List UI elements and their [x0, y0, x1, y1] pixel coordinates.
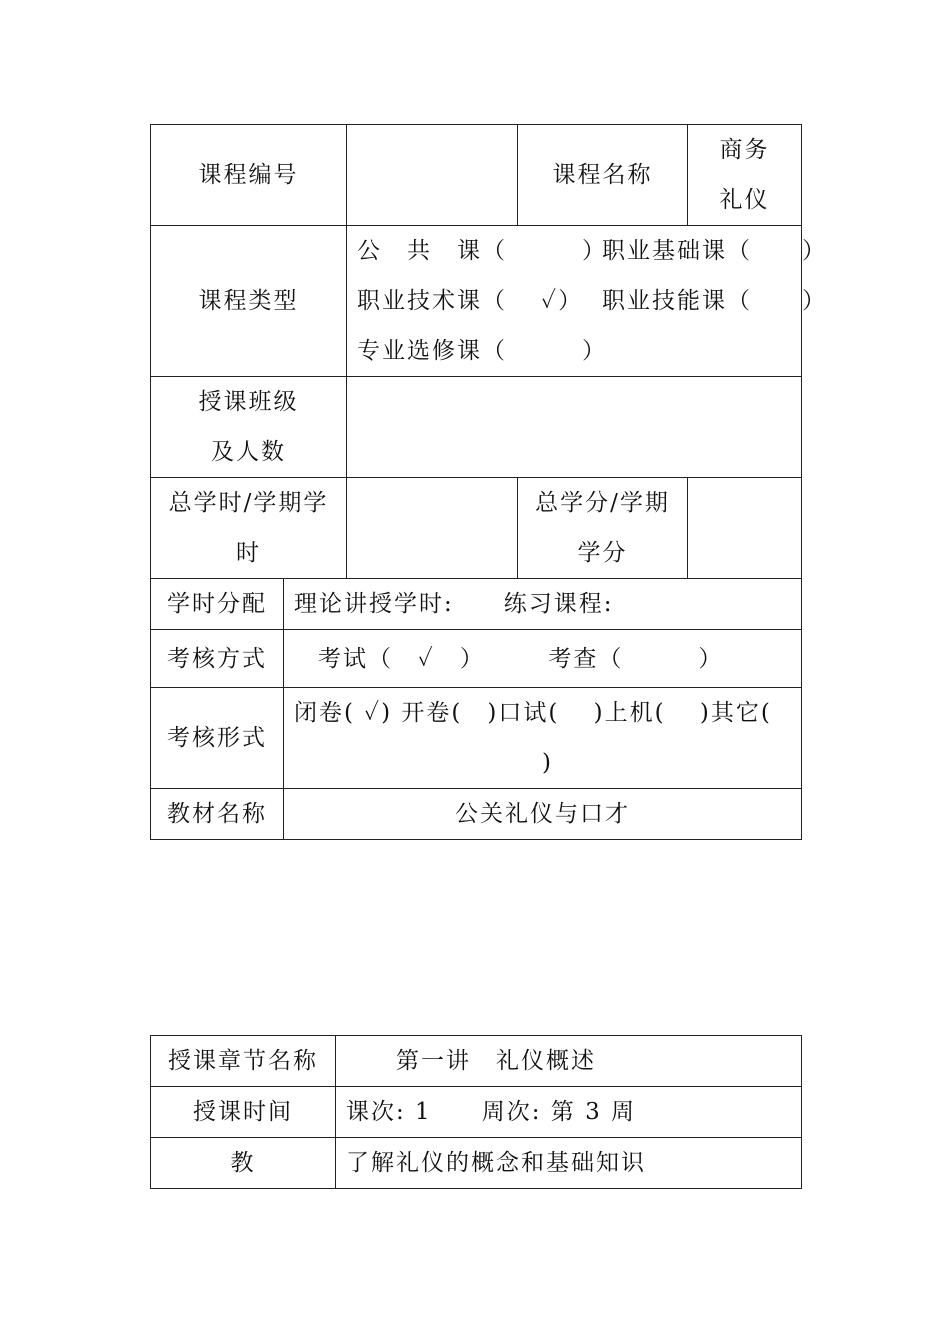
- assessment-method-label: 考核方式: [151, 630, 284, 688]
- assessment-form-value-line1: 闭卷( ✓) 开卷( )口试( )上机( )其它(: [294, 700, 772, 726]
- course-no-label: 课程编号: [151, 125, 347, 226]
- teach-value: 了解礼仪的概念和基础知识: [336, 1138, 802, 1189]
- course-type-options: [347, 226, 827, 377]
- total-hours-value: [347, 478, 518, 579]
- assessment-form-label: 考核形式: [151, 688, 284, 789]
- lesson-time-value: 课次: 1 周次: 第 3 周: [336, 1087, 802, 1138]
- course-name-label: 课程名称: [518, 125, 688, 226]
- class-label-line2: 及人数: [211, 439, 286, 465]
- total-hours-label-line2: 时: [236, 540, 261, 566]
- total-credits-value: [688, 478, 802, 579]
- course-type-vocational-basic: 职业基础课（ ）: [602, 238, 827, 264]
- course-type-label: 课程类型: [151, 226, 347, 377]
- teach-label: 教: [151, 1138, 336, 1189]
- course-type-vocational-tech: 职业技术课（ ✓）: [357, 288, 584, 314]
- total-credits-label-line1: 总学分/学期: [535, 490, 670, 516]
- course-info-table: [150, 124, 827, 840]
- course-name-value-line1: 商务: [719, 137, 770, 163]
- textbook-value: 公关礼仪与口才: [284, 789, 802, 840]
- assessment-form-value-line2: ): [542, 750, 553, 776]
- course-no-value: [347, 125, 518, 226]
- course-type-vocational-skill: 职业技能课（ ）: [602, 288, 827, 314]
- total-hours-label: [151, 478, 347, 579]
- assessment-method-value: 考试（ ✓ ） 考查（ ）: [284, 630, 802, 688]
- class-label: [151, 377, 347, 478]
- lesson-time-label: 授课时间: [151, 1087, 336, 1138]
- total-credits-label-line2: 学分: [577, 540, 628, 566]
- assessment-form-value: [284, 688, 802, 789]
- textbook-label: 教材名称: [151, 789, 284, 840]
- course-name-value: [688, 125, 802, 226]
- lesson-info-table: [150, 1035, 802, 1189]
- chapter-value: 第一讲 礼仪概述: [336, 1036, 802, 1087]
- total-hours-label-line1: 总学时/学期学: [168, 490, 329, 516]
- course-type-public: 公 共 课（ ）: [357, 238, 607, 264]
- class-value: [347, 377, 802, 478]
- course-name-value-line2: 礼仪: [719, 187, 770, 213]
- hours-alloc-value: 理论讲授学时: 练习课程:: [284, 579, 802, 630]
- hours-alloc-label: 学时分配: [151, 579, 284, 630]
- total-credits-label: [518, 478, 688, 579]
- chapter-label: 授课章节名称: [151, 1036, 336, 1087]
- course-type-elective: 专业选修课（ ）: [357, 338, 607, 364]
- class-label-line1: 授课班级: [198, 389, 299, 415]
